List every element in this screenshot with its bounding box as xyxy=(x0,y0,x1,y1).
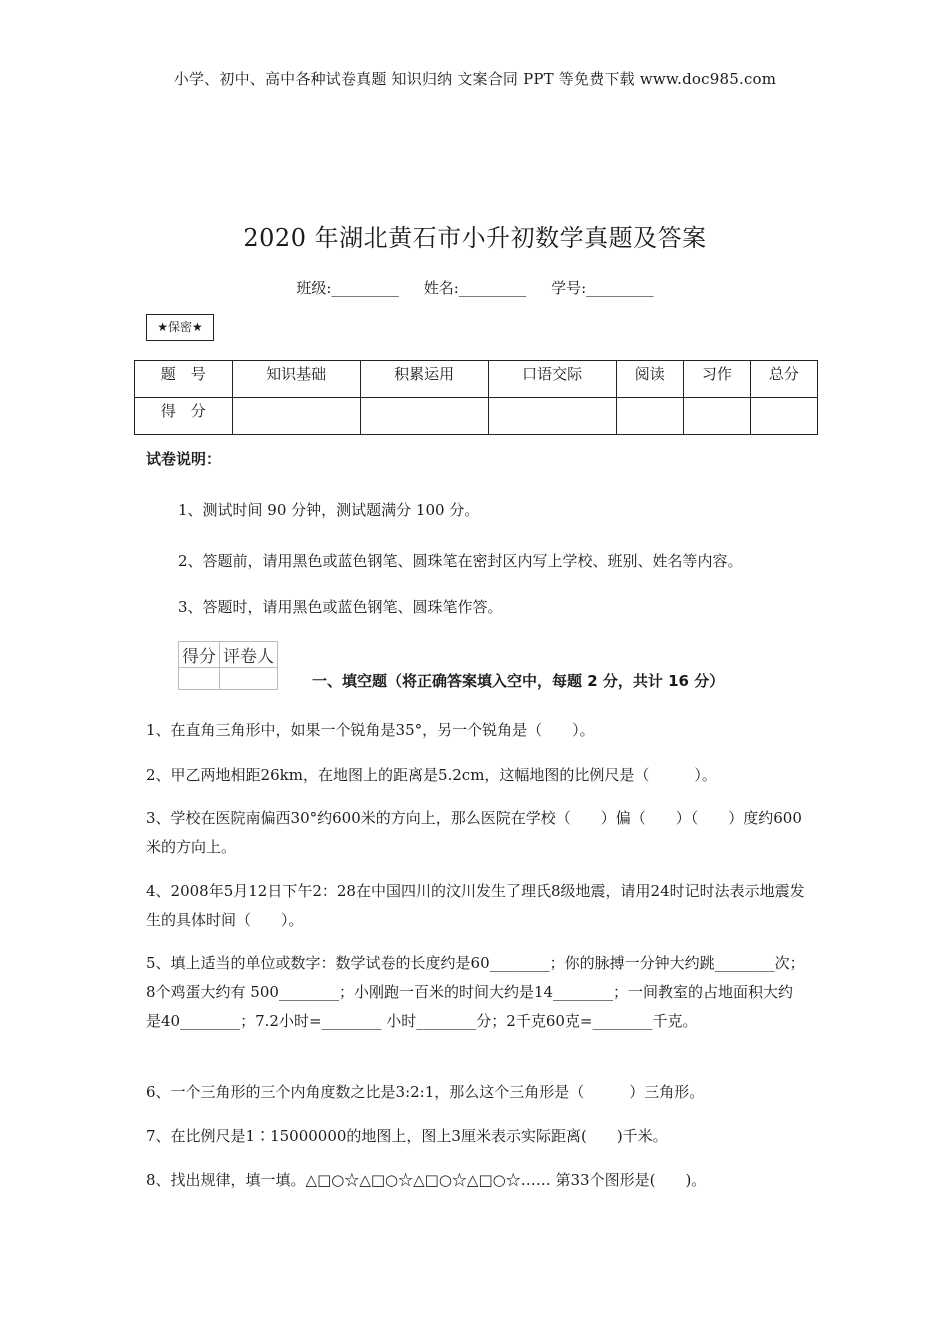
site-header-line: 小学、初中、高中各种试卷真题 知识归纳 文案合同 PPT 等免费下载 www.doc985.com xyxy=(173,70,777,88)
score-table-header-cell: 题 号 xyxy=(135,361,233,398)
grader-score-box xyxy=(178,641,278,690)
grader-score-cell[interactable] xyxy=(179,668,220,690)
question-7: 7、在比例尺是1∶15000000的地图上，图上3厘米表示实际距离( )千米。 xyxy=(146,1127,668,1145)
student-id-field[interactable]: 学号:_________ xyxy=(551,279,654,297)
instruction-item: 3、答题时，请用黑色或蓝色钢笔、圆珠笔作答。 xyxy=(178,598,503,616)
score-cell[interactable] xyxy=(232,398,360,435)
score-table-header-cell: 习作 xyxy=(683,361,750,398)
question-3: 3、学校在医院南偏西30°约600米的方向上，那么医院在学校（ ）偏（ ）（ ）度约600米的方向上。 xyxy=(146,809,802,856)
question-1: 1、在直角三角形中，如果一个锐角是35°，另一个锐角是（ ）。 xyxy=(146,721,595,739)
question-8: 8、找出规律，填一填。△□○☆△□○☆△□○☆△□○☆…… 第33个图形是( )。 xyxy=(146,1171,707,1189)
score-cell[interactable] xyxy=(616,398,683,435)
score-table-header-row xyxy=(135,361,818,398)
score-table-header-cell: 积累运用 xyxy=(360,361,488,398)
score-cell[interactable] xyxy=(683,398,750,435)
score-table-header-cell: 口语交际 xyxy=(488,361,616,398)
class-field[interactable]: 班级:_________ xyxy=(296,279,399,297)
student-info-row xyxy=(0,277,950,298)
question-5: 5、填上适当的单位或数字：数学试卷的长度约是60________；你的脉搏一分钟大约跳________次；8个鸡蛋大约有 500________；小刚跑一百米的时间大约是14________；一间教室的占地面积大约是40________；7.2小时=________ 小时________分；2千克60克=________千克。 xyxy=(146,954,805,1030)
grader-name-cell[interactable] xyxy=(220,668,278,690)
section-1-title: 一、填空题（将正确答案填入空中，每题 2 分，共计 16 分） xyxy=(312,672,725,690)
instruction-item: 2、答题前，请用黑色或蓝色钢笔、圆珠笔在密封区内写上学校、班别、姓名等内容。 xyxy=(178,552,743,570)
instruction-item: 1、测试时间 90 分钟，测试题满分 100 分。 xyxy=(178,501,480,519)
grader-name-label: 评卷人 xyxy=(220,642,278,668)
score-table-score-row xyxy=(135,398,818,435)
score-table-header-cell: 阅读 xyxy=(616,361,683,398)
score-cell[interactable] xyxy=(488,398,616,435)
score-table-header-cell: 总分 xyxy=(750,361,817,398)
score-cell[interactable] xyxy=(750,398,817,435)
score-row-label: 得 分 xyxy=(135,398,233,435)
score-table-header-cell: 知识基础 xyxy=(232,361,360,398)
question-6: 6、一个三角形的三个内角度数之比是3:2:1，那么这个三角形是（ ）三角形。 xyxy=(146,1083,705,1101)
page-title: 2020 年湖北黄石市小升初数学真题及答案 xyxy=(243,224,707,252)
score-table xyxy=(134,360,818,435)
instructions-title: 试卷说明： xyxy=(146,450,222,468)
confidential-stamp: ★保密★ xyxy=(146,314,214,341)
grader-score-label: 得分 xyxy=(179,642,220,668)
name-field[interactable]: 姓名:_________ xyxy=(423,279,527,297)
question-4: 4、2008年5月12日下午2：28在中国四川的汶川发生了理氏8级地震，请用24时记时法表示地震发生的具体时间（ ）。 xyxy=(146,882,805,929)
score-cell[interactable] xyxy=(360,398,488,435)
question-2: 2、甲乙两地相距26km，在地图上的距离是5.2cm，这幅地图的比例尺是（ ）。 xyxy=(146,766,717,784)
